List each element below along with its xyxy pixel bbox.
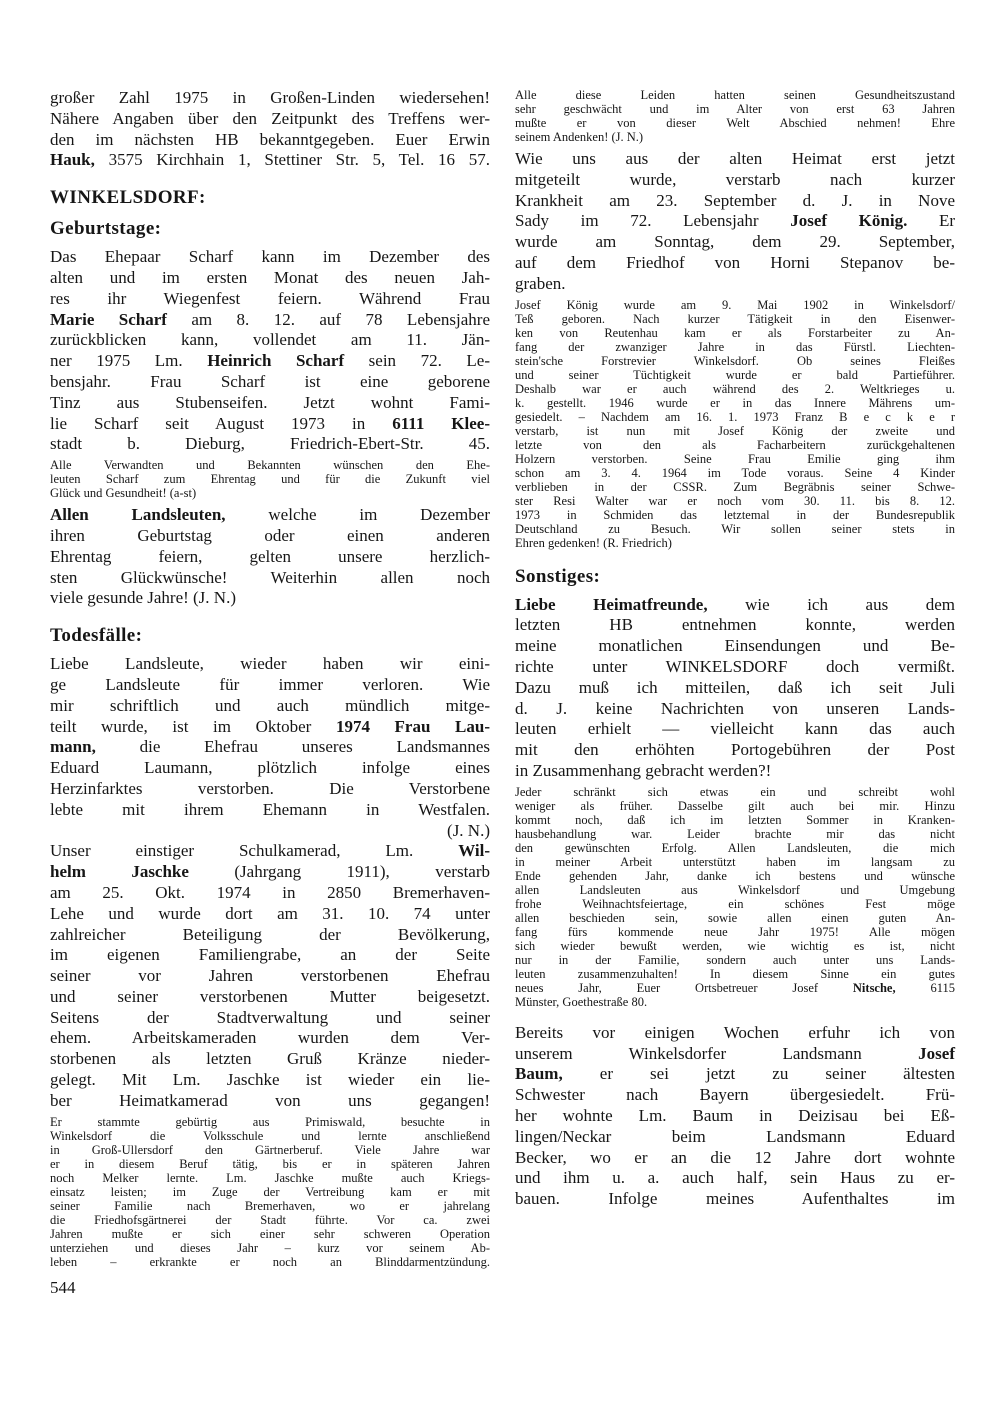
paragraph	[50, 654, 490, 841]
text-line: die Friedhofsgärtnerei der Stadt führte. Vor ca. zwei	[50, 1212, 490, 1227]
text-line: seiner Familie nach Bremerhaven, wo er jahrelang	[50, 1198, 490, 1213]
text-line: ihren Geburtstag oder einen anderen	[50, 525, 490, 545]
text-line: verstarb, ist nun mit Josef König der zweite und	[515, 423, 955, 438]
text-line: allen Landsleuten aus Winkelsdorf und Umgebung	[515, 882, 955, 897]
text-line: lie Scharf seit August 1973 in 6111 Klee-	[50, 413, 490, 433]
text-line: letzten HB entnehmen konnte, werden	[515, 615, 955, 635]
text-line: zurückblicken kann, vollendet am 11. Jän-	[50, 330, 490, 350]
text-line: richte unter WINKELSDORF doch vermißt.	[515, 656, 955, 676]
text-line: ge Landsleute für immer verloren. Wie	[50, 674, 490, 694]
text-line: Schwester nach Bayern übergesiedelt. Frü-	[515, 1085, 955, 1105]
section-heading: WINKELSDORF:	[50, 187, 206, 209]
text-line: Krankheit am 23. September d. J. in Nove	[515, 190, 955, 210]
text-line: schon am 3. 4. 1964 im Tode voraus. Seine 4 Kinder	[515, 465, 955, 480]
text-line: Jeder schränkt sich etwas ein und schreibt wohl	[515, 784, 955, 799]
text-line: Ehren gedenken! (R. Friedrich)	[515, 535, 672, 550]
text-line: in Zusammenhang gebracht werden?!	[515, 760, 772, 780]
paragraph	[50, 841, 490, 1111]
paragraph	[50, 247, 490, 455]
text-line: sich wieder bewußt werden, wie wichtig es ist, nicht	[515, 938, 955, 953]
text-line: leben – erkrankte er noch an Blinddarmentzündung.	[50, 1254, 490, 1269]
paragraph	[515, 1023, 955, 1210]
text-line: ner 1975 Lm. Heinrich Scharf sein 72. Le-	[50, 351, 490, 371]
text-line: leuten zusammenzuhalten! In diesem Sinne ein gutes	[515, 966, 955, 981]
text-line: fang der zwanziger Jahre in das Fürstl. Liechten-	[515, 339, 955, 354]
text-line: Deshalb war er auch während des 2. Weltkrieges u.	[515, 381, 955, 396]
text-line: Sady im 72. Lebensjahr Josef König. Er	[515, 211, 955, 231]
text-line: mußte er von dieser Welt Abschied nehmen! Ehre	[515, 116, 955, 130]
text-line: ehem. Arbeitskameraden wurden dem Ver-	[50, 1028, 490, 1048]
text-line: mann, die Ehefrau unseres Landsmannes	[50, 737, 490, 757]
paragraph	[515, 298, 955, 550]
text-line: d. J. keine Nachrichten von unseren Lands-	[515, 698, 955, 718]
page-number: 544	[50, 1278, 76, 1297]
text-line: Deutschland zu Besuch. Wir sollen seiner stets in	[515, 521, 955, 536]
text-line: Eduard Laumann, plötzlich infolge eines	[50, 758, 490, 778]
text-line: her wohnte Lm. Baum in Deizisau bei Eß-	[515, 1105, 955, 1125]
text-line: und seiner verstorbenen Mutter beigesetzt.	[50, 986, 490, 1006]
text-line: Das Ehepaar Scharf kann im Dezember des	[50, 247, 490, 267]
text-line: Ehrentag feiern, gelten unsere herzlich-	[50, 546, 490, 566]
text-line: gelegt. Mit Lm. Jaschke ist wieder ein lie-	[50, 1070, 490, 1090]
text-line: sehr geschwächt und im Alter von erst 63 Jahren	[515, 102, 955, 116]
text-line: leuten erhielt — vielleicht kann das auch	[515, 719, 955, 739]
text-line: Liebe Heimatfreunde, wie ich aus dem	[515, 594, 955, 614]
text-line: Marie Scharf am 8. 12. auf 78 Lebensjahre	[50, 309, 490, 329]
text-line: graben.	[515, 273, 566, 293]
paragraph	[515, 88, 955, 144]
text-line: neues Jahr, Euer Ortsbetreuer Josef Nitsche, 6115	[515, 980, 955, 995]
text-line: großer Zahl 1975 in Großen-Linden wiedersehen!	[50, 88, 490, 107]
text-line: und seiner Tüchtigkeit wurde er bald Partieführer.	[515, 367, 955, 382]
text-line: Tinz aus Stubenseifen. Jetzt wohnt Fami-	[50, 392, 490, 412]
text-line: weniger als früher. Dasselbe gilt auch bei mir. Hinzu	[515, 798, 955, 813]
text-line: Hauk, 3575 Kirchhain 1, Stettiner Str. 5, Tel. 16 57.	[50, 150, 490, 170]
text-line: mitgeteilt wurde, verstarb nach kurzer	[515, 169, 955, 189]
paragraph	[515, 785, 955, 1009]
paragraph	[50, 505, 490, 609]
section-heading: Sonstiges:	[515, 565, 601, 587]
paragraph	[515, 595, 955, 782]
text-line: er in diesem Beruf tätig, bis er in späteren Jahren	[50, 1156, 490, 1171]
text-line: alten und im ersten Monat des neuen Jah-	[50, 267, 490, 287]
text-line: Herzinfarktes verstorben. Die Verstorbene	[50, 778, 490, 798]
section-heading: Todesfälle:	[50, 625, 143, 647]
paragraph	[50, 88, 490, 171]
text-line: res ihr Wiegenfest feiern. Während Frau	[50, 288, 490, 308]
text-line: fang fürs kommende neue Jahr 1975! Alle mögen	[515, 924, 955, 939]
text-line: auf dem Friedhof von Horni Stepanov be-	[515, 252, 955, 272]
text-line: (J. N.)	[447, 820, 490, 840]
text-line: Allen Landsleuten, welche im Dezember	[50, 505, 490, 525]
text-line: Er stammte gebürtig aus Primiswald, besuchte in	[50, 1114, 490, 1129]
text-line: viele gesunde Jahre! (J. N.)	[50, 588, 236, 608]
text-line: sten Glückwünsche! Weiterhin allen noch	[50, 567, 490, 587]
text-line: unserem Winkelsdorfer Landsmann Josef	[515, 1043, 955, 1063]
two-column-layout	[50, 88, 955, 1269]
text-line: Becker, wo er an die 12 Jahre dort wohnte	[515, 1147, 955, 1167]
paragraph	[515, 149, 955, 295]
text-line: kommt noch, daß ich im letzten Sommer in Kranken-	[515, 812, 955, 827]
text-line: lingen/Neckar beim Landsmann Eduard	[515, 1126, 955, 1146]
text-line: ber Heimatkamerad von uns gegangen!	[50, 1090, 490, 1110]
text-line: k. gestellt. 1946 wurde er in das Innere Mährens um-	[515, 395, 955, 410]
text-line: den gewünschten Erfolg. Allen Landsleuten, die mich	[515, 840, 955, 855]
text-line: allen beschieden sein, sowie allen einen guten An-	[515, 910, 955, 925]
text-line: verblieben in der CSSR. Zum Begräbnis seiner Schwe-	[515, 479, 955, 494]
text-line: im eigenen Familiengrabe, an der Seite	[50, 945, 490, 965]
text-line: den im nächsten HB bekanntgegeben. Euer Erwin	[50, 129, 490, 149]
text-line: stein'sche Forstrevier Winkelsdorf. Ob seines Fleißes	[515, 353, 955, 368]
text-line: wurde am Sonntag, dem 29. September,	[515, 232, 955, 252]
text-line: zahlreicher Beteiligung der Bevölkerung,	[50, 924, 490, 944]
text-line: Seitens der Stadtverwaltung und seiner	[50, 1007, 490, 1027]
text-line: mit den erhöhten Portogebühren der Post	[515, 740, 955, 760]
text-line: Nähere Angaben über den Zeitpunkt des Treffens wer-	[50, 108, 490, 128]
text-line: Wie uns aus der alten Heimat erst jetzt	[515, 149, 955, 168]
text-line: nur in der Familie, sondern auch unter uns Lands-	[515, 952, 955, 967]
text-line: Josef König wurde am 9. Mai 1902 in Winkelsdorf/	[515, 297, 955, 312]
text-line: in Groß-Ullersdorf den Gärtnerberuf. Viele Jahre war	[50, 1142, 490, 1157]
text-line: helm Jaschke (Jahrgang 1911), verstarb	[50, 862, 490, 882]
right-column	[515, 88, 955, 1269]
text-line: Jahren mußte er sich einer sehr schweren Operation	[50, 1226, 490, 1241]
text-line: letzte von den als Facharbeitern zurückgehaltenen	[515, 437, 955, 452]
text-line: in meiner Arbeit unterstützt haben im langsam zu	[515, 854, 955, 869]
text-line: Alle diese Leiden hatten seinen Gesundheitszustand	[515, 88, 955, 102]
text-line: Baum, er sei jetzt zu seiner ältesten	[515, 1064, 955, 1084]
text-line: Holzern verstorben. Seine Frau Emilie ging ihm	[515, 451, 955, 466]
text-line: Ende gehenden Jahr, danke ich bestens und wünsche	[515, 868, 955, 883]
text-line: Lehe und wurde dort am 31. 10. 74 unter	[50, 903, 490, 923]
text-line: mir schriftlich und auch mündlich mitge-	[50, 695, 490, 715]
text-line: 1973 in Schmiden das letztemal in der Bundesrepublik	[515, 507, 955, 522]
text-line: lebte mit ihrem Ehemann in Westfalen.	[50, 799, 490, 819]
text-line: bauen. Infolge meines Aufenthaltes im	[515, 1189, 955, 1209]
text-line: bensjahr. Frau Scharf ist eine geborene	[50, 371, 490, 391]
text-line: gesiedelt. – Nachdem am 16. 1. 1973 Franz B e c k e r	[515, 409, 955, 424]
text-line: Liebe Landsleute, wieder haben wir eini-	[50, 654, 490, 674]
text-line: noch Melker lernte. Lm. Jaschke mußte auch Kriegs-	[50, 1170, 490, 1185]
text-line: Unser einstiger Schulkamerad, Lm. Wil-	[50, 841, 490, 861]
text-line: einsatz leisten; im Zuge der Vertreibung kam er mit	[50, 1184, 490, 1199]
text-line: Teß geboren. Nach kurzer Tätigkeit in den Eisenwer-	[515, 311, 955, 326]
text-line: Dazu muß ich mitteilen, daß ich seit Juli	[515, 677, 955, 697]
text-line: seiner vor Jahren verstorbenen Ehefrau	[50, 966, 490, 986]
text-line: Glück und Gesundheit! (a-st)	[50, 486, 197, 501]
text-line: Münster, Goethestraße 80.	[515, 994, 648, 1009]
text-line: frohe Weihnachtsfeiertage, ein schönes Fest möge	[515, 896, 955, 911]
text-line: leuten Scharf zum Ehrentag und für die Zukunft viel	[50, 472, 490, 487]
text-line: und ihm u. a. auch half, sein Haus zu er-	[515, 1168, 955, 1188]
text-line: stadt b. Dieburg, Friedrich-Ebert-Str. 45.	[50, 434, 490, 454]
text-line: seinem Andenken! (J. N.)	[515, 130, 644, 144]
text-line: ken von Reutenhau kam er als Forstarbeiter zu An-	[515, 325, 955, 340]
paragraph	[50, 1115, 490, 1269]
text-line: storbenen als letzten Gruß Kränze nieder-	[50, 1049, 490, 1069]
paragraph	[50, 458, 490, 500]
text-line: unterziehen und dieses Jahr – kurz vor seinem Ab-	[50, 1240, 490, 1255]
text-line: teilt wurde, ist im Oktober 1974 Frau Lau-	[50, 716, 490, 736]
text-line: meine monatlichen Einsendungen und Be-	[515, 636, 955, 656]
text-line: Winkelsdorf die Volksschule und lernte anschließend	[50, 1128, 490, 1143]
text-line: hausbehandlung war. Leider brachte mir das nicht	[515, 826, 955, 841]
section-heading: Geburtstage:	[50, 218, 162, 240]
left-column	[50, 88, 490, 1269]
text-line: am 25. Okt. 1974 in 2850 Bremerhaven-	[50, 882, 490, 902]
text-line: Bereits vor einigen Wochen erfuhr ich von	[515, 1022, 955, 1042]
text-line: ster Resi Walter war er noch vom 30. 11. bis 8. 12.	[515, 493, 955, 508]
text-line: Alle Verwandten und Bekannten wünschen den Ehe-	[50, 458, 490, 473]
